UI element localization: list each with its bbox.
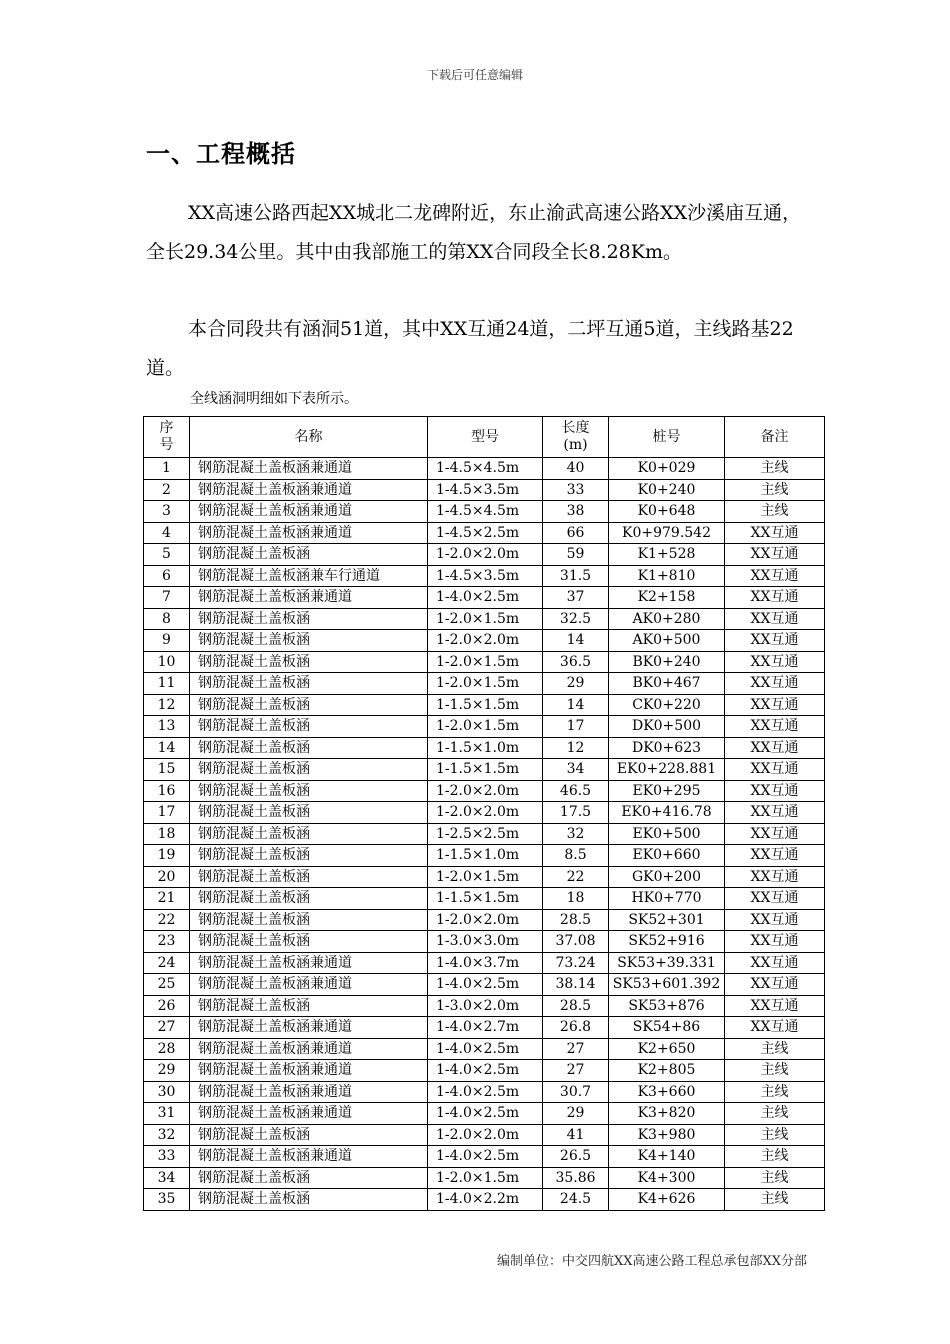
cell-station: K0+240: [609, 479, 725, 501]
cell-name: 钢筋混凝土盖板涵兼通道: [190, 1060, 428, 1082]
cell-name: 钢筋混凝土盖板涵兼通道: [190, 587, 428, 609]
cell-remark: XX互通: [725, 716, 825, 738]
cell-remark: XX互通: [725, 974, 825, 996]
cell-type: 1-4.0×2.5m: [428, 587, 543, 609]
cell-length: 38.14: [543, 974, 609, 996]
cell-station: K0+648: [609, 501, 725, 523]
cell-remark: XX互通: [725, 673, 825, 695]
cell-remark: 主线: [725, 479, 825, 501]
cell-type: 1-4.5×2.5m: [428, 522, 543, 544]
cell-seq: 7: [144, 587, 190, 609]
cell-name: 钢筋混凝土盖板涵: [190, 1124, 428, 1146]
cell-name: 钢筋混凝土盖板涵兼通道: [190, 1081, 428, 1103]
cell-seq: 18: [144, 823, 190, 845]
cell-station: K3+820: [609, 1103, 725, 1125]
cell-station: SK54+86: [609, 1017, 725, 1039]
cell-length: 22: [543, 866, 609, 888]
cell-remark: XX互通: [725, 952, 825, 974]
header-station: 桩号: [609, 417, 725, 458]
paragraph-culvert-summary: [146, 310, 806, 388]
cell-name: 钢筋混凝土盖板涵兼通道: [190, 1103, 428, 1125]
cell-length: 26.8: [543, 1017, 609, 1039]
table-row: [144, 651, 825, 673]
table-row: [144, 565, 825, 587]
cell-name: 钢筋混凝土盖板涵: [190, 1189, 428, 1211]
table-body: [144, 458, 825, 1211]
table-row: [144, 1189, 825, 1211]
table-row: [144, 1060, 825, 1082]
header-name: 名称: [190, 417, 428, 458]
cell-remark: XX互通: [725, 780, 825, 802]
cell-type: 1-1.5×1.0m: [428, 845, 543, 867]
cell-station: K2+158: [609, 587, 725, 609]
cell-type: 1-2.0×2.0m: [428, 1124, 543, 1146]
cell-length: 14: [543, 694, 609, 716]
cell-remark: XX互通: [725, 608, 825, 630]
table-row: [144, 501, 825, 523]
cell-type: 1-4.0×2.5m: [428, 1081, 543, 1103]
cell-name: 钢筋混凝土盖板涵: [190, 608, 428, 630]
cell-seq: 15: [144, 759, 190, 781]
paragraph-text: 本合同段共有涵洞51道，其中XX互通24道，二坪互通5道，主线路基22道。: [146, 318, 794, 379]
table-row: [144, 952, 825, 974]
cell-station: K0+979.542: [609, 522, 725, 544]
table-row: [144, 673, 825, 695]
cell-length: 29: [543, 1103, 609, 1125]
cell-type: 1-2.0×2.0m: [428, 780, 543, 802]
cell-remark: XX互通: [725, 845, 825, 867]
cell-type: 1-4.5×3.5m: [428, 479, 543, 501]
cell-type: 1-1.5×1.5m: [428, 759, 543, 781]
cell-remark: XX互通: [725, 931, 825, 953]
header-seq-line1: 序: [159, 420, 174, 436]
table-row: [144, 1017, 825, 1039]
cell-remark: 主线: [725, 1146, 825, 1168]
cell-length: 36.5: [543, 651, 609, 673]
cell-station: K1+528: [609, 544, 725, 566]
cell-remark: XX互通: [725, 823, 825, 845]
cell-name: 钢筋混凝土盖板涵: [190, 866, 428, 888]
table-row: [144, 866, 825, 888]
cell-length: 66: [543, 522, 609, 544]
cell-seq: 3: [144, 501, 190, 523]
cell-type: 1-3.0×3.0m: [428, 931, 543, 953]
cell-remark: XX互通: [725, 630, 825, 652]
cell-station: DK0+623: [609, 737, 725, 759]
table-row: [144, 888, 825, 910]
cell-station: SK53+601.392: [609, 974, 725, 996]
cell-seq: 26: [144, 995, 190, 1017]
cell-remark: XX互通: [725, 888, 825, 910]
cell-type: 1-4.0×2.7m: [428, 1017, 543, 1039]
cell-station: SK53+876: [609, 995, 725, 1017]
cell-remark: XX互通: [725, 544, 825, 566]
table-row: [144, 1081, 825, 1103]
table-row: [144, 995, 825, 1017]
table-row: [144, 909, 825, 931]
cell-type: 1-3.0×2.0m: [428, 995, 543, 1017]
cell-type: 1-4.0×2.5m: [428, 1103, 543, 1125]
cell-remark: XX互通: [725, 694, 825, 716]
table-row: [144, 759, 825, 781]
table-row: [144, 780, 825, 802]
cell-station: BK0+240: [609, 651, 725, 673]
cell-length: 26.5: [543, 1146, 609, 1168]
header-length-line2: (m): [563, 437, 588, 453]
cell-station: EK0+500: [609, 823, 725, 845]
cell-name: 钢筋混凝土盖板涵: [190, 673, 428, 695]
header-type: 型号: [428, 417, 543, 458]
cell-remark: 主线: [725, 1038, 825, 1060]
table-header-row: [144, 417, 825, 458]
cell-remark: 主线: [725, 1167, 825, 1189]
cell-seq: 35: [144, 1189, 190, 1211]
cell-type: 1-4.5×4.5m: [428, 458, 543, 480]
cell-length: 30.7: [543, 1081, 609, 1103]
cell-seq: 5: [144, 544, 190, 566]
cell-length: 8.5: [543, 845, 609, 867]
cell-name: 钢筋混凝土盖板涵: [190, 737, 428, 759]
header-seq-line2: 号: [159, 437, 174, 453]
table-row: [144, 522, 825, 544]
table-row: [144, 1038, 825, 1060]
cell-seq: 17: [144, 802, 190, 824]
cell-station: SK52+916: [609, 931, 725, 953]
cell-type: 1-2.5×2.5m: [428, 823, 543, 845]
cell-length: 37: [543, 587, 609, 609]
cell-station: DK0+500: [609, 716, 725, 738]
cell-remark: XX互通: [725, 995, 825, 1017]
cell-station: EK0+416.78: [609, 802, 725, 824]
cell-station: K3+980: [609, 1124, 725, 1146]
cell-seq: 14: [144, 737, 190, 759]
cell-type: 1-2.0×2.0m: [428, 802, 543, 824]
cell-remark: 主线: [725, 458, 825, 480]
cell-name: 钢筋混凝土盖板涵兼通道: [190, 479, 428, 501]
cell-remark: 主线: [725, 1189, 825, 1211]
cell-name: 钢筋混凝土盖板涵: [190, 759, 428, 781]
cell-remark: XX互通: [725, 759, 825, 781]
cell-station: K1+810: [609, 565, 725, 587]
cell-station: K4+300: [609, 1167, 725, 1189]
cell-type: 1-2.0×2.0m: [428, 909, 543, 931]
cell-name: 钢筋混凝土盖板涵: [190, 630, 428, 652]
cell-seq: 22: [144, 909, 190, 931]
cell-station: EK0+295: [609, 780, 725, 802]
cell-name: 钢筋混凝土盖板涵兼通道: [190, 501, 428, 523]
cell-type: 1-4.0×2.2m: [428, 1189, 543, 1211]
cell-remark: XX互通: [725, 522, 825, 544]
cell-name: 钢筋混凝土盖板涵: [190, 780, 428, 802]
cell-station: BK0+467: [609, 673, 725, 695]
cell-remark: 主线: [725, 1081, 825, 1103]
table-row: [144, 931, 825, 953]
cell-length: 46.5: [543, 780, 609, 802]
cell-name: 钢筋混凝土盖板涵: [190, 823, 428, 845]
cell-name: 钢筋混凝土盖板涵兼通道: [190, 1017, 428, 1039]
cell-type: 1-1.5×1.5m: [428, 694, 543, 716]
paragraph-text: XX高速公路西起XX城北二龙碑附近，东止渝武高速公路XX沙溪庙互通，全长29.34公里。其中由我部施工的第XX合同段全长8.28Km。: [146, 202, 802, 263]
cell-remark: 主线: [725, 1124, 825, 1146]
table-row: [144, 1146, 825, 1168]
table-row: [144, 802, 825, 824]
cell-length: 29: [543, 673, 609, 695]
cell-station: GK0+200: [609, 866, 725, 888]
table-row: [144, 737, 825, 759]
cell-name: 钢筋混凝土盖板涵兼通道: [190, 952, 428, 974]
cell-remark: 主线: [725, 1060, 825, 1082]
table-row: [144, 823, 825, 845]
cell-name: 钢筋混凝土盖板涵兼通道: [190, 458, 428, 480]
table-row: [144, 1167, 825, 1189]
cell-station: K3+660: [609, 1081, 725, 1103]
cell-seq: 16: [144, 780, 190, 802]
cell-seq: 10: [144, 651, 190, 673]
table-row: [144, 1103, 825, 1125]
cell-length: 40: [543, 458, 609, 480]
cell-length: 28.5: [543, 995, 609, 1017]
cell-type: 1-2.0×1.5m: [428, 673, 543, 695]
cell-name: 钢筋混凝土盖板涵兼通道: [190, 522, 428, 544]
cell-station: CK0+220: [609, 694, 725, 716]
cell-type: 1-4.0×2.5m: [428, 1038, 543, 1060]
culvert-table: [143, 416, 825, 1211]
cell-name: 钢筋混凝土盖板涵: [190, 694, 428, 716]
cell-type: 1-2.0×1.5m: [428, 651, 543, 673]
cell-seq: 24: [144, 952, 190, 974]
cell-name: 钢筋混凝土盖板涵兼车行通道: [190, 565, 428, 587]
cell-length: 24.5: [543, 1189, 609, 1211]
cell-length: 41: [543, 1124, 609, 1146]
cell-remark: XX互通: [725, 587, 825, 609]
cell-type: 1-1.5×1.0m: [428, 737, 543, 759]
cell-station: K2+650: [609, 1038, 725, 1060]
cell-station: EK0+660: [609, 845, 725, 867]
cell-length: 32.5: [543, 608, 609, 630]
cell-seq: 20: [144, 866, 190, 888]
cell-seq: 12: [144, 694, 190, 716]
table-row: [144, 1124, 825, 1146]
cell-seq: 28: [144, 1038, 190, 1060]
table-row: [144, 587, 825, 609]
cell-length: 27: [543, 1038, 609, 1060]
cell-station: AK0+500: [609, 630, 725, 652]
table-caption: 全线涵洞明细如下表所示。: [190, 391, 358, 407]
cell-type: 1-4.0×2.5m: [428, 1060, 543, 1082]
cell-type: 1-4.5×4.5m: [428, 501, 543, 523]
paragraph-project-overview: [146, 194, 806, 272]
cell-length: 35.86: [543, 1167, 609, 1189]
cell-seq: 13: [144, 716, 190, 738]
cell-length: 12: [543, 737, 609, 759]
cell-name: 钢筋混凝土盖板涵兼通道: [190, 974, 428, 996]
header-length: [543, 417, 609, 458]
cell-type: 1-2.0×1.5m: [428, 1167, 543, 1189]
cell-seq: 23: [144, 931, 190, 953]
cell-seq: 31: [144, 1103, 190, 1125]
table-row: [144, 630, 825, 652]
cell-remark: XX互通: [725, 651, 825, 673]
cell-remark: 主线: [725, 1103, 825, 1125]
page-footer: 编制单位：中交四航XX高速公路工程总承包部XX分部: [496, 1254, 807, 1269]
cell-length: 32: [543, 823, 609, 845]
cell-name: 钢筋混凝土盖板涵: [190, 931, 428, 953]
cell-type: 1-2.0×1.5m: [428, 716, 543, 738]
cell-type: 1-1.5×1.5m: [428, 888, 543, 910]
cell-length: 14: [543, 630, 609, 652]
cell-length: 17: [543, 716, 609, 738]
cell-type: 1-4.5×3.5m: [428, 565, 543, 587]
table-row: [144, 974, 825, 996]
cell-seq: 1: [144, 458, 190, 480]
cell-name: 钢筋混凝土盖板涵: [190, 802, 428, 824]
cell-remark: XX互通: [725, 909, 825, 931]
cell-name: 钢筋混凝土盖板涵: [190, 544, 428, 566]
cell-remark: 主线: [725, 501, 825, 523]
table-row: [144, 608, 825, 630]
header-seq: [144, 417, 190, 458]
cell-length: 17.5: [543, 802, 609, 824]
cell-station: K4+626: [609, 1189, 725, 1211]
cell-type: 1-2.0×1.5m: [428, 866, 543, 888]
cell-station: SK52+301: [609, 909, 725, 931]
cell-station: EK0+228.881: [609, 759, 725, 781]
table-row: [144, 479, 825, 501]
cell-name: 钢筋混凝土盖板涵: [190, 888, 428, 910]
cell-name: 钢筋混凝土盖板涵: [190, 1167, 428, 1189]
cell-name: 钢筋混凝土盖板涵: [190, 909, 428, 931]
cell-seq: 4: [144, 522, 190, 544]
cell-seq: 29: [144, 1060, 190, 1082]
cell-type: 1-2.0×2.0m: [428, 630, 543, 652]
cell-type: 1-2.0×1.5m: [428, 608, 543, 630]
cell-station: K2+805: [609, 1060, 725, 1082]
cell-remark: XX互通: [725, 866, 825, 888]
cell-seq: 19: [144, 845, 190, 867]
cell-type: 1-2.0×2.0m: [428, 544, 543, 566]
cell-station: K4+140: [609, 1146, 725, 1168]
page-header: 下载后可任意编辑: [426, 68, 523, 82]
table-row: [144, 716, 825, 738]
cell-seq: 34: [144, 1167, 190, 1189]
cell-seq: 27: [144, 1017, 190, 1039]
cell-station: HK0+770: [609, 888, 725, 910]
cell-seq: 6: [144, 565, 190, 587]
table-row: [144, 458, 825, 480]
cell-remark: XX互通: [725, 737, 825, 759]
cell-length: 37.08: [543, 931, 609, 953]
table-row: [144, 544, 825, 566]
cell-seq: 8: [144, 608, 190, 630]
cell-remark: XX互通: [725, 1017, 825, 1039]
cell-length: 73.24: [543, 952, 609, 974]
cell-seq: 33: [144, 1146, 190, 1168]
cell-length: 34: [543, 759, 609, 781]
cell-seq: 32: [144, 1124, 190, 1146]
cell-name: 钢筋混凝土盖板涵: [190, 845, 428, 867]
cell-name: 钢筋混凝土盖板涵兼通道: [190, 1146, 428, 1168]
cell-seq: 25: [144, 974, 190, 996]
cell-seq: 21: [144, 888, 190, 910]
cell-seq: 9: [144, 630, 190, 652]
cell-station: AK0+280: [609, 608, 725, 630]
header-remark: 备注: [725, 417, 825, 458]
cell-station: SK53+39.331: [609, 952, 725, 974]
cell-length: 38: [543, 501, 609, 523]
cell-length: 59: [543, 544, 609, 566]
cell-type: 1-4.0×2.5m: [428, 974, 543, 996]
cell-seq: 30: [144, 1081, 190, 1103]
cell-name: 钢筋混凝土盖板涵: [190, 995, 428, 1017]
header-length-line1: 长度: [561, 420, 590, 436]
section-title: 一、工程概括: [146, 140, 296, 168]
cell-seq: 11: [144, 673, 190, 695]
cell-name: 钢筋混凝土盖板涵兼通道: [190, 1038, 428, 1060]
cell-type: 1-4.0×3.7m: [428, 952, 543, 974]
cell-type: 1-4.0×2.5m: [428, 1146, 543, 1168]
cell-length: 27: [543, 1060, 609, 1082]
cell-length: 18: [543, 888, 609, 910]
table-row: [144, 694, 825, 716]
cell-station: K0+029: [609, 458, 725, 480]
table-row: [144, 845, 825, 867]
cell-length: 28.5: [543, 909, 609, 931]
cell-remark: XX互通: [725, 802, 825, 824]
cell-remark: XX互通: [725, 565, 825, 587]
cell-length: 31.5: [543, 565, 609, 587]
cell-name: 钢筋混凝土盖板涵: [190, 716, 428, 738]
cell-length: 33: [543, 479, 609, 501]
cell-seq: 2: [144, 479, 190, 501]
cell-name: 钢筋混凝土盖板涵: [190, 651, 428, 673]
